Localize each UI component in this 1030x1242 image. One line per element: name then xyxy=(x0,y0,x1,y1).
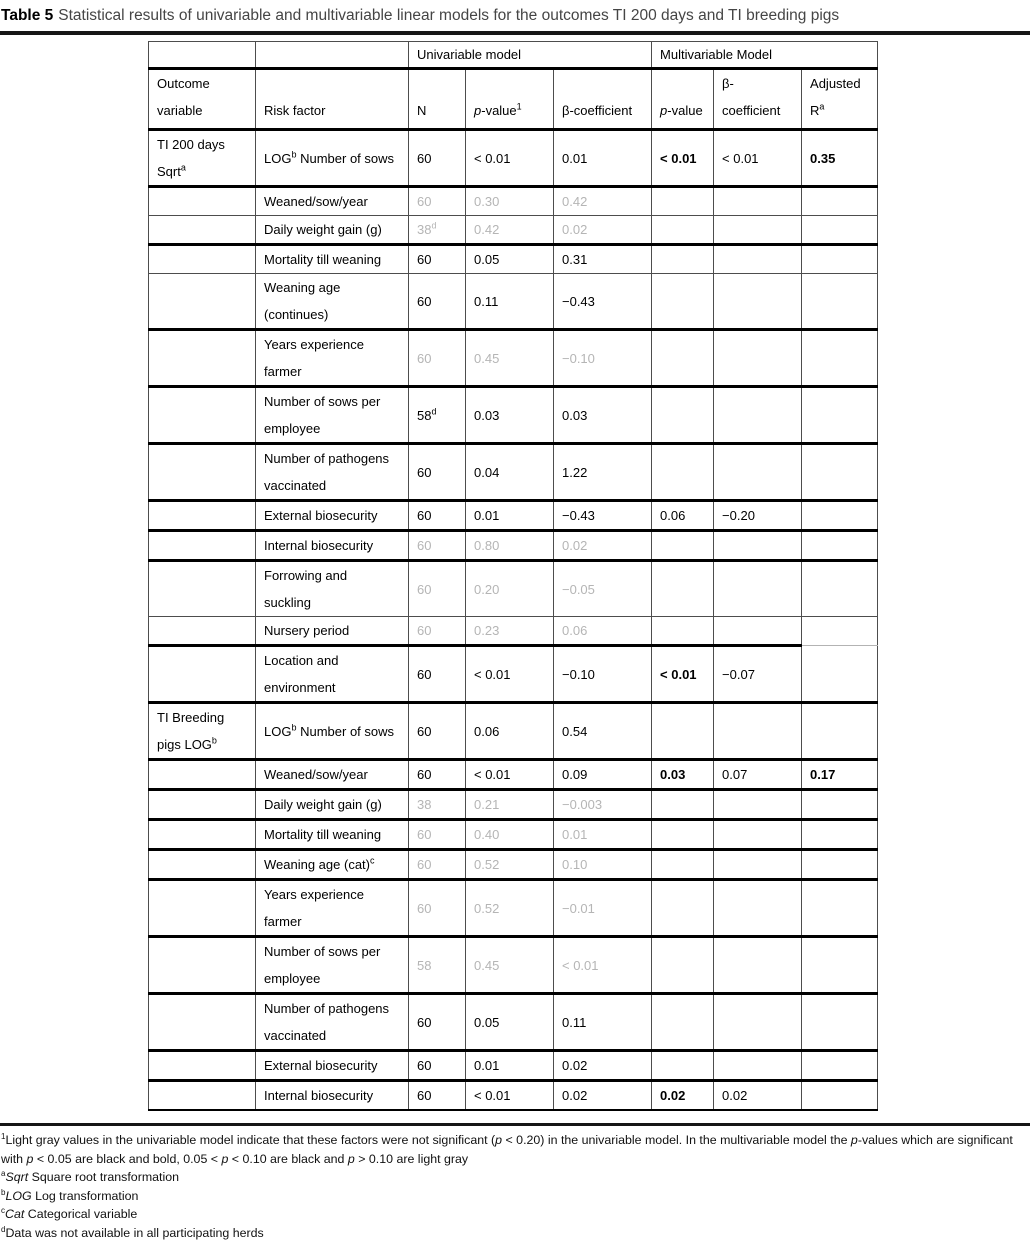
risk-factor-cell: LOG$^b$ Number of sows xyxy=(256,130,409,187)
multi-p-value-cell: 0.06 xyxy=(652,501,714,531)
multi-beta-cell: 0.02 xyxy=(714,1081,802,1111)
n-cell: 60 xyxy=(409,760,466,790)
table-row xyxy=(149,387,878,444)
footnote-divider xyxy=(0,1123,1030,1126)
table-row xyxy=(149,501,878,531)
uni-beta-cell: 0.01 xyxy=(554,820,652,850)
adj-r2-cell: 0.35 xyxy=(802,130,878,187)
outcome-cell: TI 200 days Sqrt$^a$ xyxy=(149,130,256,187)
risk-factor-cell: Number of pathogens vaccinated xyxy=(256,444,409,501)
adj-r2-cell xyxy=(802,187,878,216)
uni-beta-cell: 0.10 xyxy=(554,850,652,880)
uni-p-value-cell: 0.06 xyxy=(466,703,554,760)
column-header-row xyxy=(149,69,878,130)
n-cell: 60 xyxy=(409,1051,466,1081)
table-row xyxy=(149,850,878,880)
risk-factor-cell: External biosecurity xyxy=(256,1051,409,1081)
adj-r2-cell xyxy=(802,1081,878,1111)
risk-factor-cell: Years experience farmer xyxy=(256,330,409,387)
outcome-cell xyxy=(149,617,256,646)
adj-r2-cell xyxy=(802,245,878,274)
n-cell: 60 xyxy=(409,187,466,216)
caption-text: Statistical results of univariable and multivariable linear models for the outcomes TI 200 days and TI breeding pigs xyxy=(58,7,839,24)
outcome-cell xyxy=(149,937,256,994)
multi-beta-cell: < 0.01 xyxy=(714,130,802,187)
footnotes xyxy=(1,1131,1030,1242)
uni-p-value-cell: 0.11 xyxy=(466,274,554,330)
table-row xyxy=(149,617,878,646)
uni-beta-cell: −0.43 xyxy=(554,274,652,330)
multi-beta-cell xyxy=(714,937,802,994)
n-cell: 60 xyxy=(409,617,466,646)
n-cell: 60 xyxy=(409,274,466,330)
multi-beta-cell xyxy=(714,245,802,274)
multi-p-value-cell xyxy=(652,820,714,850)
uni-p-value-header: p-value$^1$ xyxy=(466,69,554,130)
outcome-cell xyxy=(149,387,256,444)
risk-factor-cell: Daily weight gain (g) xyxy=(256,216,409,245)
outcome-cell xyxy=(149,994,256,1051)
outcome-cell xyxy=(149,187,256,216)
uni-beta-cell: −0.10 xyxy=(554,646,652,703)
footnote: $^b$LOG Log transformation xyxy=(1,1187,1030,1206)
multivariable-model-header: Multivariable Model xyxy=(652,42,878,69)
adj-r2-cell xyxy=(802,850,878,880)
outcome-cell xyxy=(149,646,256,703)
uni-beta-cell: 0.06 xyxy=(554,617,652,646)
uni-p-value-cell: 0.30 xyxy=(466,187,554,216)
uni-beta-cell: 0.11 xyxy=(554,994,652,1051)
uni-p-value-cell: 0.45 xyxy=(466,937,554,994)
uni-beta-cell: 0.09 xyxy=(554,760,652,790)
uni-p-value-cell: 0.04 xyxy=(466,444,554,501)
adj-r2-cell xyxy=(802,937,878,994)
uni-beta-cell: −0.01 xyxy=(554,880,652,937)
n-cell: 60 xyxy=(409,1081,466,1111)
table-row xyxy=(149,646,878,703)
uni-beta-cell: −0.05 xyxy=(554,561,652,617)
multi-beta-cell xyxy=(714,387,802,444)
multi-beta-cell xyxy=(714,880,802,937)
multi-beta-cell xyxy=(714,274,802,330)
adj-r2-cell xyxy=(802,444,878,501)
uni-p-value-cell: 0.40 xyxy=(466,820,554,850)
uni-beta-header: β-coefficient xyxy=(554,69,652,130)
multi-beta-cell xyxy=(714,617,802,646)
n-cell: 38$^d$ xyxy=(409,216,466,245)
uni-p-value-cell: 0.21 xyxy=(466,790,554,820)
multi-beta-cell xyxy=(714,790,802,820)
multi-beta-cell xyxy=(714,561,802,617)
multi-p-value-cell xyxy=(652,1051,714,1081)
uni-p-value-cell: 0.20 xyxy=(466,561,554,617)
multi-beta-cell: −0.20 xyxy=(714,501,802,531)
adj-r2-cell xyxy=(802,387,878,444)
table-row xyxy=(149,880,878,937)
multi-beta-cell xyxy=(714,187,802,216)
outcome-cell: TI Breeding pigs LOG$^b$ xyxy=(149,703,256,760)
uni-p-value-cell: 0.05 xyxy=(466,994,554,1051)
adj-r2-cell xyxy=(802,1051,878,1081)
uni-p-value-cell: 0.52 xyxy=(466,880,554,937)
adj-r2-cell xyxy=(802,561,878,617)
footnote: $^c$Cat Categorical variable xyxy=(1,1205,1030,1224)
risk-factor-cell: Daily weight gain (g) xyxy=(256,790,409,820)
outcome-cell xyxy=(149,1081,256,1111)
multi-p-value-cell xyxy=(652,790,714,820)
multi-beta-cell xyxy=(714,531,802,561)
uni-p-value-cell: 0.01 xyxy=(466,1051,554,1081)
caption-label: Table 5 xyxy=(1,7,53,24)
table-row xyxy=(149,330,878,387)
model-group-header-row xyxy=(149,42,878,69)
table-row xyxy=(149,760,878,790)
uni-beta-cell: 0.01 xyxy=(554,130,652,187)
uni-beta-cell: 0.31 xyxy=(554,245,652,274)
outcome-cell xyxy=(149,1051,256,1081)
outcome-cell xyxy=(149,245,256,274)
n-cell: 60 xyxy=(409,444,466,501)
n-header: N xyxy=(409,69,466,130)
multi-p-value-cell: < 0.01 xyxy=(652,646,714,703)
uni-beta-cell: −0.10 xyxy=(554,330,652,387)
table-row xyxy=(149,820,878,850)
n-cell: 60 xyxy=(409,646,466,703)
n-cell: 60 xyxy=(409,501,466,531)
uni-beta-cell: 0.02 xyxy=(554,1051,652,1081)
empty-header-cell xyxy=(149,42,256,69)
multi-beta-cell xyxy=(714,850,802,880)
outcome-cell xyxy=(149,561,256,617)
risk-factor-cell: Nursery period xyxy=(256,617,409,646)
uni-p-value-cell: 0.42 xyxy=(466,216,554,245)
outcome-cell xyxy=(149,850,256,880)
uni-p-value-cell: 0.23 xyxy=(466,617,554,646)
multi-beta-cell xyxy=(714,330,802,387)
outcome-cell xyxy=(149,501,256,531)
multi-beta-cell xyxy=(714,216,802,245)
page xyxy=(0,5,1030,1221)
table-row xyxy=(149,561,878,617)
table-caption xyxy=(1,5,1030,26)
table-row xyxy=(149,245,878,274)
risk-factor-header: Risk factor xyxy=(256,69,409,130)
uni-p-value-cell: 0.45 xyxy=(466,330,554,387)
adj-r2-cell xyxy=(802,994,878,1051)
multi-p-value-cell xyxy=(652,274,714,330)
uni-beta-cell: 0.54 xyxy=(554,703,652,760)
multi-p-value-cell xyxy=(652,245,714,274)
multi-p-value-cell: 0.02 xyxy=(652,1081,714,1111)
n-cell: 38 xyxy=(409,790,466,820)
footnote: $^d$Data was not available in all participating herds xyxy=(1,1224,1030,1242)
table-row xyxy=(149,937,878,994)
multi-p-value-cell xyxy=(652,387,714,444)
risk-factor-cell: Number of sows per employee xyxy=(256,387,409,444)
multi-p-value-cell xyxy=(652,617,714,646)
multi-beta-cell xyxy=(714,820,802,850)
multi-p-value-cell xyxy=(652,850,714,880)
n-cell: 60 xyxy=(409,130,466,187)
uni-p-value-cell: 0.05 xyxy=(466,245,554,274)
adj-r2-cell: 0.17 xyxy=(802,760,878,790)
uni-beta-cell: 0.42 xyxy=(554,187,652,216)
uni-beta-cell: −0.43 xyxy=(554,501,652,531)
multi-beta-cell xyxy=(714,994,802,1051)
n-cell: 60 xyxy=(409,850,466,880)
n-cell: 60 xyxy=(409,994,466,1051)
risk-factor-cell: Weaning age (continues) xyxy=(256,274,409,330)
table-row xyxy=(149,703,878,760)
multi-beta-cell: −0.07 xyxy=(714,646,802,703)
risk-factor-cell: LOG$^b$ Number of sows xyxy=(256,703,409,760)
adj-r2-cell xyxy=(802,330,878,387)
adj-r2-cell xyxy=(802,617,878,646)
adj-r2-cell xyxy=(802,880,878,937)
outcome-cell xyxy=(149,880,256,937)
multi-p-value-cell xyxy=(652,703,714,760)
table-row xyxy=(149,1081,878,1111)
uni-beta-cell: < 0.01 xyxy=(554,937,652,994)
multi-p-value-cell xyxy=(652,444,714,501)
multi-p-value-cell: 0.03 xyxy=(652,760,714,790)
risk-factor-cell: Internal biosecurity xyxy=(256,531,409,561)
multi-beta-cell xyxy=(714,1051,802,1081)
table-row xyxy=(149,130,878,187)
multi-p-value-cell xyxy=(652,216,714,245)
risk-factor-cell: Weaning age (cat)$^c$ xyxy=(256,850,409,880)
multi-beta-cell xyxy=(714,703,802,760)
table-row xyxy=(149,531,878,561)
table-row xyxy=(149,790,878,820)
risk-factor-cell: Mortality till weaning xyxy=(256,820,409,850)
risk-factor-cell: Forrowing and suckling xyxy=(256,561,409,617)
n-cell: 60 xyxy=(409,880,466,937)
multi-beta-cell: 0.07 xyxy=(714,760,802,790)
adj-r2-cell xyxy=(802,703,878,760)
uni-p-value-cell: 0.01 xyxy=(466,501,554,531)
uni-beta-cell: 1.22 xyxy=(554,444,652,501)
caption-divider xyxy=(0,31,1030,35)
table-row xyxy=(149,1051,878,1081)
outcome-cell xyxy=(149,790,256,820)
univariable-model-header: Univariable model xyxy=(409,42,652,69)
uni-p-value-cell: 0.03 xyxy=(466,387,554,444)
risk-factor-cell: Number of pathogens vaccinated xyxy=(256,994,409,1051)
adj-r2-cell xyxy=(802,216,878,245)
adj-r2-cell xyxy=(802,646,878,703)
multi-p-value-cell: < 0.01 xyxy=(652,130,714,187)
multi-p-value-header: p-value xyxy=(652,69,714,130)
uni-beta-cell: 0.02 xyxy=(554,1081,652,1111)
n-cell: 58$^d$ xyxy=(409,387,466,444)
risk-factor-cell: Location and environment xyxy=(256,646,409,703)
adj-r2-cell xyxy=(802,501,878,531)
n-cell: 58 xyxy=(409,937,466,994)
uni-p-value-cell: < 0.01 xyxy=(466,130,554,187)
multi-p-value-cell xyxy=(652,994,714,1051)
outcome-cell xyxy=(149,820,256,850)
n-cell: 60 xyxy=(409,531,466,561)
results-table xyxy=(148,41,878,1111)
adj-r2-cell xyxy=(802,531,878,561)
outcome-cell xyxy=(149,216,256,245)
outcome-cell xyxy=(149,330,256,387)
multi-p-value-cell xyxy=(652,531,714,561)
risk-factor-cell: Internal biosecurity xyxy=(256,1081,409,1111)
multi-p-value-cell xyxy=(652,561,714,617)
uni-beta-cell: −0.003 xyxy=(554,790,652,820)
uni-p-value-cell: 0.52 xyxy=(466,850,554,880)
empty-header-cell xyxy=(256,42,409,69)
risk-factor-cell: Number of sows per employee xyxy=(256,937,409,994)
table-row xyxy=(149,274,878,330)
uni-p-value-cell: 0.80 xyxy=(466,531,554,561)
table-row xyxy=(149,994,878,1051)
table-row xyxy=(149,216,878,245)
n-cell: 60 xyxy=(409,245,466,274)
outcome-cell xyxy=(149,444,256,501)
multi-p-value-cell xyxy=(652,880,714,937)
multi-p-value-cell xyxy=(652,330,714,387)
multi-beta-header: β- coefficient xyxy=(714,69,802,130)
adj-r2-cell xyxy=(802,790,878,820)
adj-r2-cell xyxy=(802,274,878,330)
risk-factor-cell: Years experience farmer xyxy=(256,880,409,937)
results-table-body xyxy=(149,42,878,1111)
footnote: $^1$Light gray values in the univariable model indicate that these factors were not significant (p < 0.20) in the univariable model. In the multivariable model the p-values which are significant with p < 0.05 are black and bold, 0.05 < p < 0.10 are black and p > 0.10 are light gray xyxy=(1,1131,1030,1168)
outcome-cell xyxy=(149,531,256,561)
risk-factor-cell: Weaned/sow/year xyxy=(256,760,409,790)
uni-p-value-cell: < 0.01 xyxy=(466,1081,554,1111)
risk-factor-cell: Mortality till weaning xyxy=(256,245,409,274)
adj-r2-cell xyxy=(802,820,878,850)
uni-p-value-cell: < 0.01 xyxy=(466,760,554,790)
multi-p-value-cell xyxy=(652,937,714,994)
n-cell: 60 xyxy=(409,820,466,850)
multi-p-value-cell xyxy=(652,187,714,216)
n-cell: 60 xyxy=(409,561,466,617)
uni-p-value-cell: < 0.01 xyxy=(466,646,554,703)
footnote: $^a$Sqrt Square root transformation xyxy=(1,1168,1030,1187)
n-cell: 60 xyxy=(409,330,466,387)
uni-beta-cell: 0.02 xyxy=(554,531,652,561)
multi-beta-cell xyxy=(714,444,802,501)
table-row xyxy=(149,444,878,501)
outcome-variable-header: Outcome variable xyxy=(149,69,256,130)
outcome-cell xyxy=(149,760,256,790)
risk-factor-cell: External biosecurity xyxy=(256,501,409,531)
uni-beta-cell: 0.02 xyxy=(554,216,652,245)
uni-beta-cell: 0.03 xyxy=(554,387,652,444)
risk-factor-cell: Weaned/sow/year xyxy=(256,187,409,216)
n-cell: 60 xyxy=(409,703,466,760)
outcome-cell xyxy=(149,274,256,330)
adjusted-r2-header: Adjusted $R^a$ xyxy=(802,69,878,130)
table-row xyxy=(149,187,878,216)
